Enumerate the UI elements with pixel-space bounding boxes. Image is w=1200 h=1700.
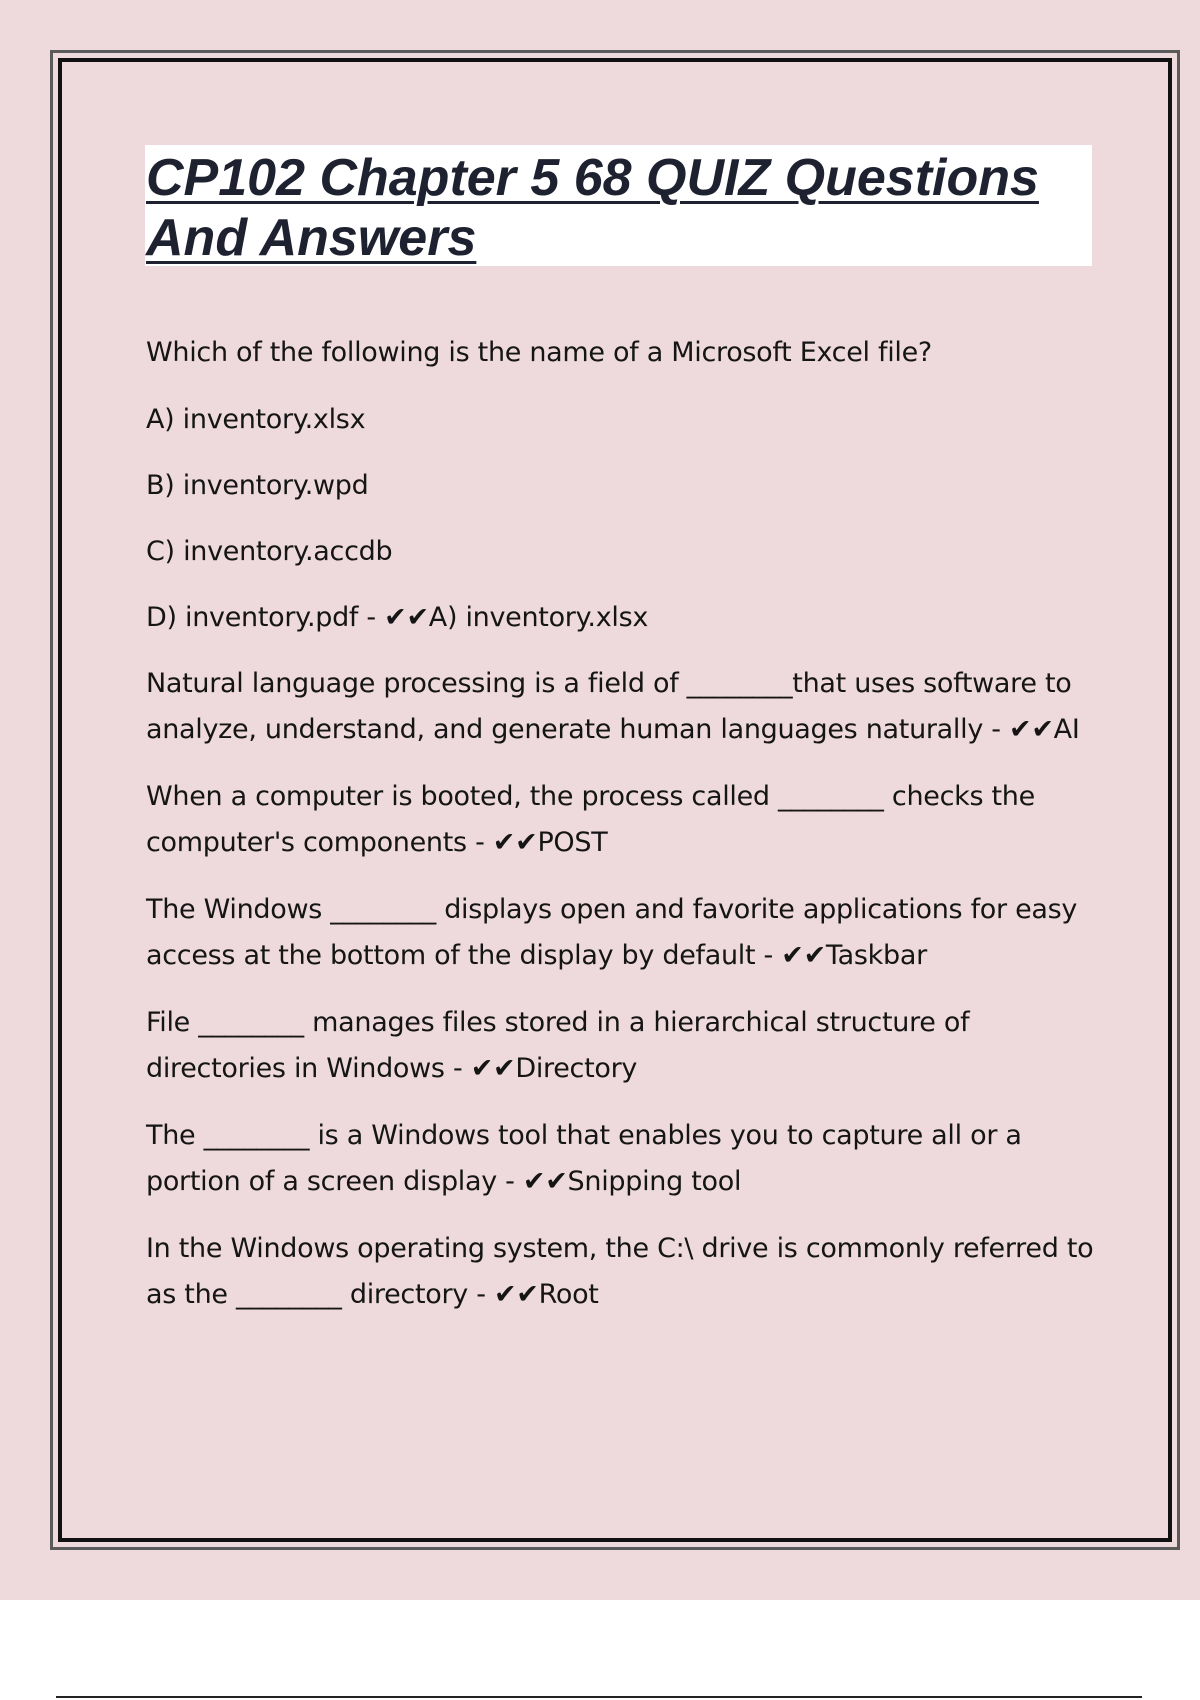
question-text: When a computer is booted, the process called ________ checks the computer's components - ✔✔POST [146,781,1035,858]
question-text: In the Windows operating system, the C:\ drive is commonly referred to as the ________ directory - ✔✔Root [146,1233,1094,1310]
answer-option-b: B) inventory.wpd [146,470,369,501]
question-text: The ________ is a Windows tool that enables you to capture all or a portion of a screen display - ✔✔Snipping tool [146,1120,1022,1197]
quiz-content [146,330,1101,1339]
question-text: Which of the following is the name of a Microsoft Excel file? [146,337,932,368]
answer-option-a: A) inventory.xlsx [146,404,366,435]
answer-option-c: C) inventory.accdb [146,536,393,567]
footer-divider [56,1696,1142,1698]
question-text: The Windows ________ displays open and favorite applications for easy access at the bottom of the display by default - ✔✔Taskbar [146,894,1078,971]
question-text: Natural language processing is a field of ________that uses software to analyze, understand, and generate human languages naturally - ✔✔AI [146,668,1080,745]
answer-option-d: D) inventory.pdf - ✔✔A) inventory.xlsx [146,602,649,633]
question-text: File ________ manages files stored in a hierarchical structure of directories in Windows - ✔✔Directory [146,1007,970,1084]
document-title: CP102 Chapter 5 68 QUIZ Questions And Answers [146,149,1039,267]
